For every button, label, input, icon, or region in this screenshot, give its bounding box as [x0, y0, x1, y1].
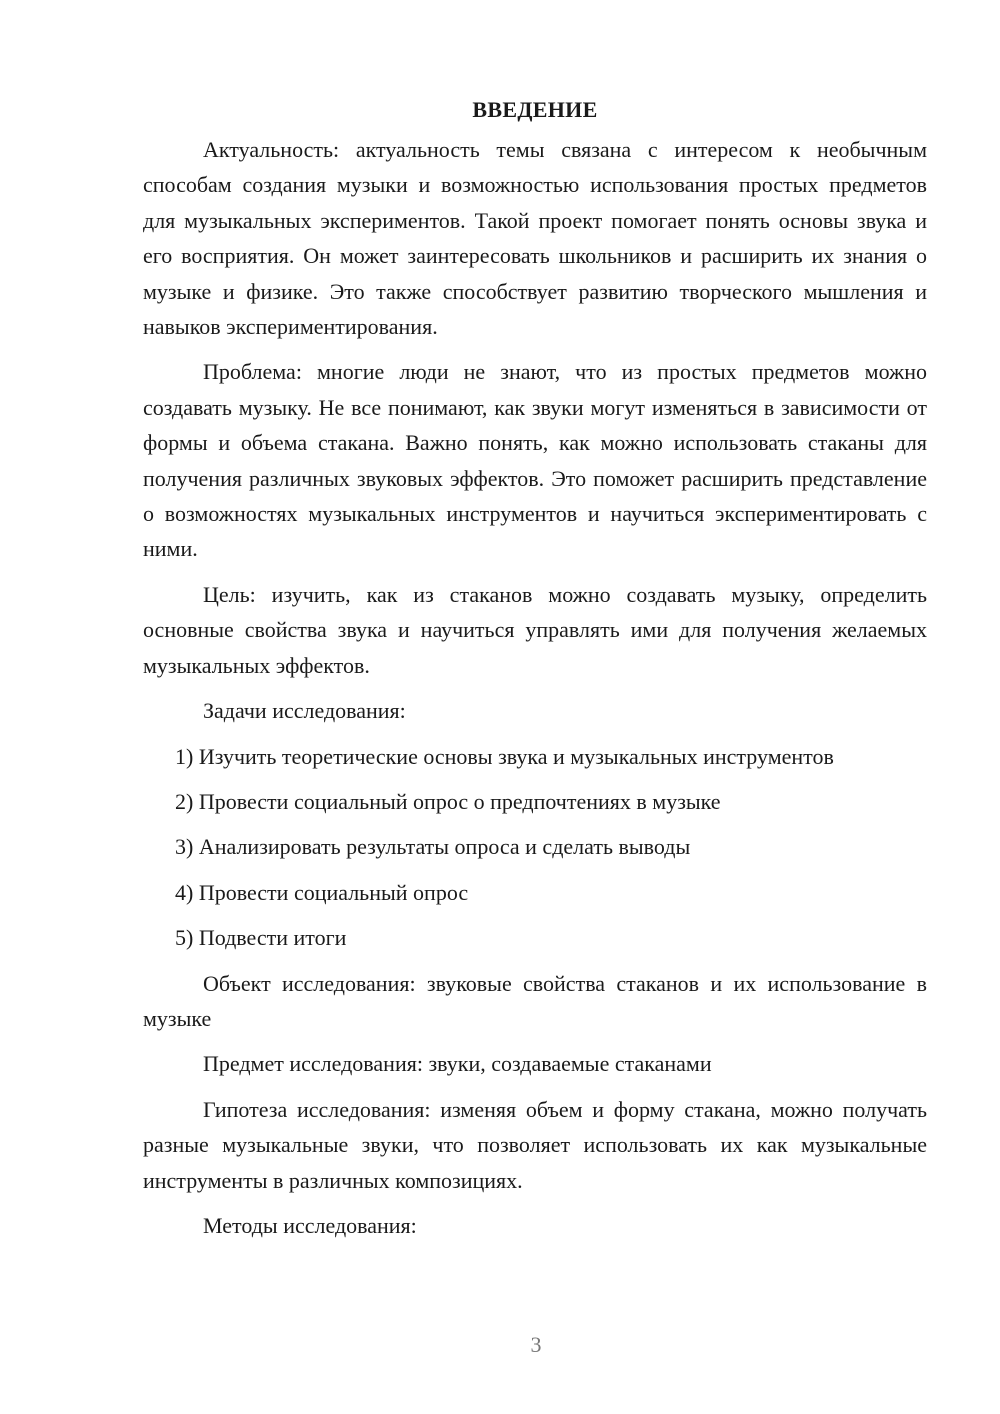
problem-paragraph: Проблема: многие люди не знают, что из простых предметов можно создавать музыку. Не все понимают, как звуки могут изменяться в зависимости от формы и объема стакана. Важно понять, как можно использовать стаканы для получения различных звуковых эффектов. Это поможет расширить представление о возможностях музыкальных инструментов и научиться экспериментировать с ними. — [143, 359, 927, 562]
task-item: 4) Провести социальный опрос — [175, 879, 469, 905]
object-paragraph: Объект исследования: звуковые свойства стаканов и их использование в музыке — [143, 970, 927, 1031]
task-item: 1) Изучить теоретические основы звука и музыкальных инструментов — [175, 743, 834, 769]
task-item: 3) Анализировать результаты опроса и сделать выводы — [175, 834, 691, 860]
methods-label: Методы исследования: — [203, 1212, 417, 1238]
tasks-label: Задачи исследования: — [203, 698, 406, 724]
page-number: 3 — [530, 1332, 542, 1357]
subject-paragraph: Предмет исследования: звуки, создаваемые стаканами — [203, 1051, 712, 1077]
task-item: 2) Провести социальный опрос о предпочтениях в музыке — [175, 788, 721, 814]
document-page — [143, 95, 927, 1253]
hypothesis-paragraph: Гипотеза исследования: изменяя объем и форму стакана, можно получать разные музыкальные звуки, что позволяет использовать их как музыкальные инструменты в различных композициях. — [143, 1096, 927, 1193]
tasks-list — [143, 739, 927, 956]
section-title: ВВЕДЕНИЕ — [472, 97, 598, 122]
relevance-paragraph: Актуальность: актуальность темы связана с интересом к необычным способам создания музыки и возможностью использования простых предметов для музыкальных экспериментов. Такой проект помогает понять основы звука и его восприятия. Он может заинтересовать школьников и расширить их знания о музыке и физике. Это также способствует развитию творческого мышления и навыков экспериментирования. — [143, 137, 927, 340]
goal-paragraph: Цель: изучить, как из стаканов можно создавать музыку, определить основные свойства звука и научиться управлять ими для получения желаемых музыкальных эффектов. — [143, 581, 927, 678]
task-item: 5) Подвести итоги — [175, 925, 347, 951]
